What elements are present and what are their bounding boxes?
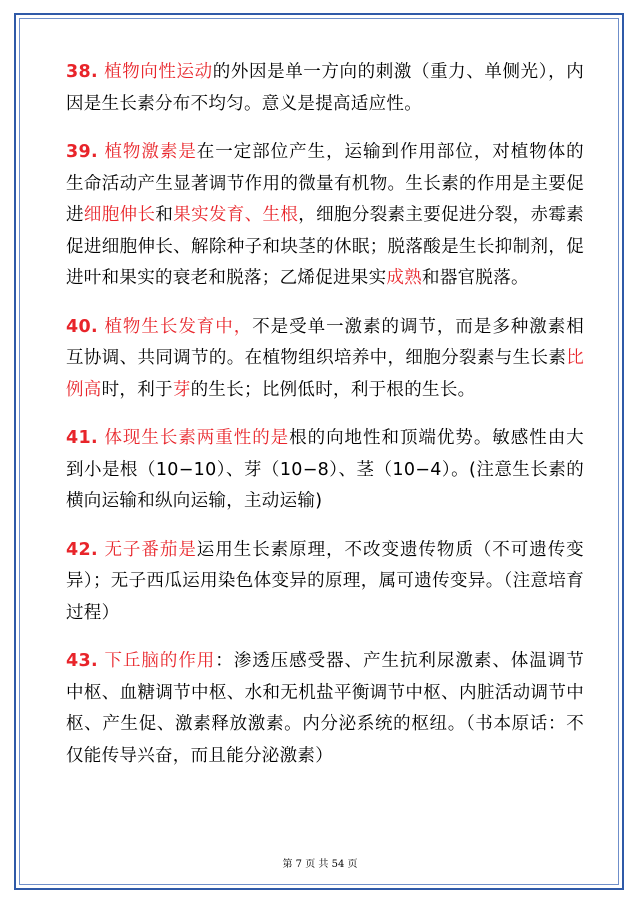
item-38 (66, 57, 584, 120)
item-39-seg-1: 植物激素是 (97, 142, 197, 162)
item-40-seg-1: 植物生长发育中， (97, 316, 253, 337)
item-42-seg-0: 42. (66, 539, 98, 560)
item-41-seg-1: 体现生长素两重性的是 (97, 428, 290, 448)
item-43-seg-1: 下丘脑的作用 (97, 651, 216, 671)
item-42-seg-1: 无子番茄是 (97, 539, 197, 560)
item-39-seg-5: 果实发育、生根 (173, 205, 299, 225)
item-42 (66, 535, 584, 630)
item-39-seg-2: 在一定部位产生，运输到作用部位，对植物体的生命活动产生显著调节作用的微量有机物。生长素的作用是主要促进 (66, 142, 584, 225)
page-number-footer: 第 7 页 共 54 页 (282, 859, 358, 870)
item-40-seg-4: 时，利于 (101, 379, 173, 400)
item-41 (66, 423, 584, 518)
item-40-seg-0: 40. (66, 316, 98, 337)
item-39-seg-6: ，细胞分裂素主要促进分裂，赤霉素促进细胞伸长、解除种子和块茎的休眠；脱落酸是生长抑制剂，促进叶和果实的衰老和脱落；乙烯促进果实 (66, 205, 584, 288)
item-40-seg-6: 的生长；比例低时，利于根的生长。 (190, 379, 476, 400)
item-42-seg-2: 运用生长素原理，不改变遗传物质（不可遗传变异）；无子西瓜运用染色体变异的原理，属可遗传变异。（注意培育过程） (66, 539, 584, 623)
item-40-seg-3: 比例高 (66, 348, 584, 400)
item-39-seg-7: 成熟 (386, 268, 423, 288)
item-39-seg-3: 细胞伸长 (83, 205, 156, 225)
item-43 (66, 646, 584, 772)
item-38-seg-1: 植物向性运动 (97, 62, 213, 82)
item-40 (66, 312, 584, 407)
item-39 (66, 137, 584, 295)
item-38-seg-2: 的外因是单一方向的刺激（重力、单侧光），内因是生长素分布不均匀。意义是提高适应性。 (66, 62, 584, 114)
item-41-seg-0: 41. (66, 428, 98, 448)
item-41-seg-2: 根的向地性和顶端优势。敏感性由大到小是根（10−10）、芽（10−8）、茎（10−4）。(注意生长素的横向运输和纵向运输，主动运输) (66, 428, 584, 511)
item-40-seg-5: 芽 (172, 379, 191, 400)
item-43-seg-0: 43. (66, 651, 98, 671)
item-39-seg-0: 39. (66, 142, 98, 162)
item-38-seg-0: 38. (66, 62, 98, 82)
item-40-seg-2: 不是受单一激素的调节，而是多种激素相互协调、共同调节的。在植物组织培养中，细胞分裂素与生长素 (66, 316, 584, 368)
item-43-seg-2: ：渗透压感受器、产生抗利尿激素、体温调节中枢、血糖调节中枢、水和无机盐平衡调节中枢、内脏活动调节中枢、产生促、激素释放激素。内分泌系统的枢纽。（书本原话：不仅能传导兴奋，而且能分泌激素） (66, 651, 584, 766)
item-39-seg-8: 和器官脱落。 (422, 268, 529, 288)
item-39-seg-4: 和 (155, 205, 174, 225)
document-body (66, 57, 584, 789)
